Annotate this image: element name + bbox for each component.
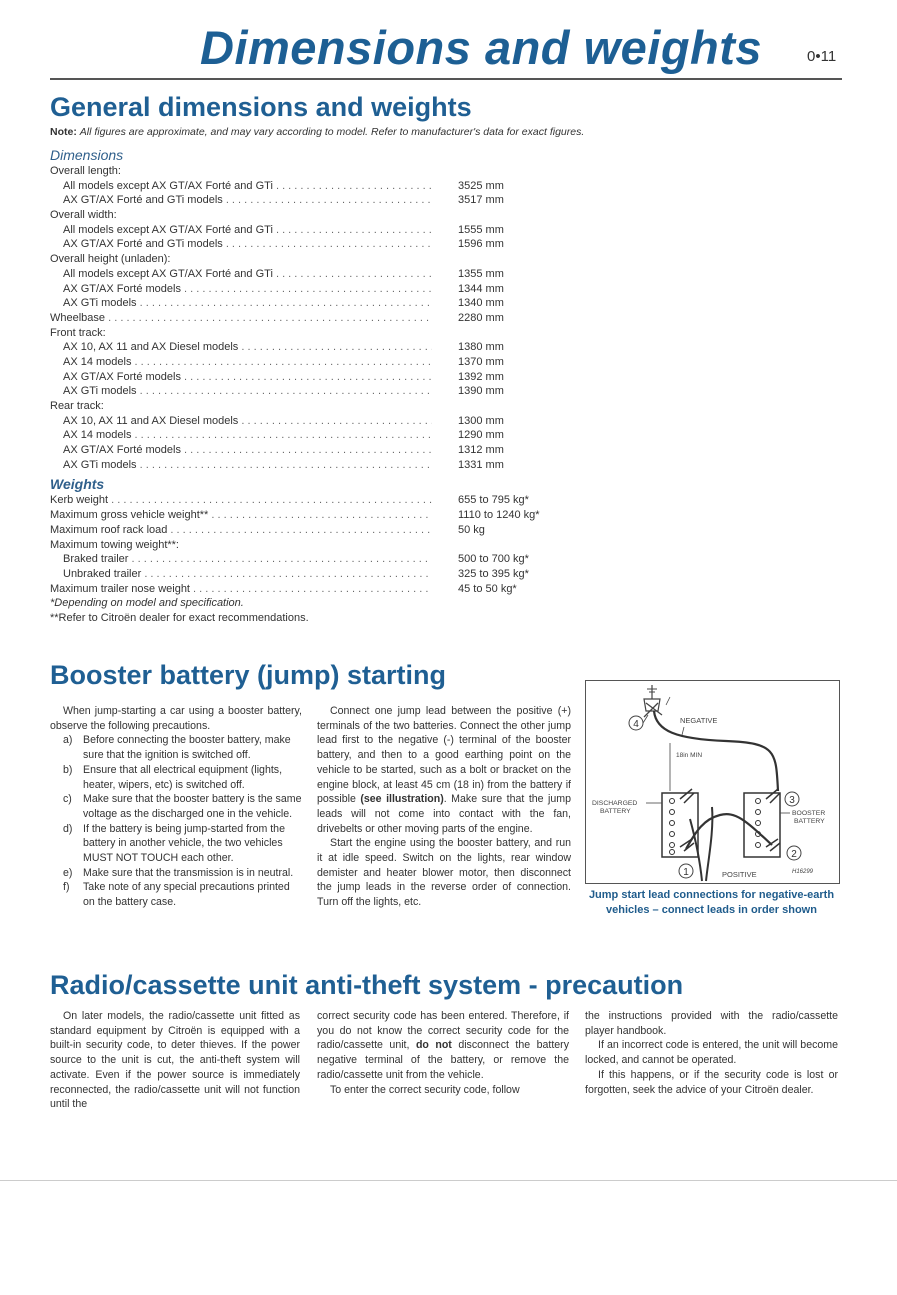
dimension-label: Front track: [50, 326, 106, 339]
negative-label-leader [682, 727, 684, 735]
header-rule [50, 78, 842, 80]
dimension-value: 1380 mm [458, 341, 504, 354]
note-label: Note: [50, 126, 77, 138]
discharged-label-1: DISCHARGED [592, 800, 638, 807]
dimension-label: AX GT/AX Forté models . . . [63, 370, 432, 385]
precautions-list [50, 733, 302, 909]
radio-column-1 [50, 1009, 300, 1112]
radio-column-3 [585, 1009, 838, 1097]
dimension-row [50, 399, 520, 414]
dimension-value: 3517 mm [458, 194, 504, 207]
dimension-value: 1555 mm [458, 223, 504, 236]
booster-label-1: BOOSTER [792, 810, 826, 817]
general-note [50, 126, 584, 138]
dimension-value: 1290 mm [458, 429, 504, 442]
dimension-row [50, 384, 520, 399]
precaution-text: Take note of any special precautions printed on the battery case. [83, 881, 290, 909]
weight-value: 50 kg [458, 523, 485, 536]
weight-value: 1110 to 1240 kg* [458, 509, 540, 522]
dimension-label: AX 10, AX 11 and AX Diesel models . . . [63, 414, 432, 429]
weights-subheading: Weights [50, 476, 105, 493]
dimension-value: 1312 mm [458, 444, 504, 457]
dimension-value: 2280 mm [458, 311, 504, 324]
dimension-label: AX 14 models . . . [63, 355, 432, 370]
dimension-rows [50, 164, 520, 472]
dimension-value: 1331 mm [458, 458, 504, 471]
radio-para-1: On later models, the radio/cassette unit fitted as standard equipment by Citroën is equipped with a built-in security code, to deter thieves. If the power source to the unit is cut, the anti-theft system will activate. Even if the power source is immediately reconnected, the radio/cassette unit will not function until the [50, 1010, 300, 1111]
dimension-row [50, 458, 520, 473]
booster-battery-heading: Booster battery (jump) starting [50, 660, 447, 690]
precaution-text: Make sure that the booster battery is the same voltage as the discharged one in the vehicle. [83, 793, 302, 820]
dimension-label: AX GT/AX Forté models . . . [63, 282, 432, 297]
dimension-row [50, 311, 520, 326]
precaution-item [50, 866, 302, 881]
dimension-label: Wheelbase . . . [50, 311, 432, 326]
dimension-row [50, 355, 520, 370]
specifications-table [50, 146, 540, 626]
radio-para-6: If this happens, or if the security code is lost or forgotten, seek the advice of your Citroën dealer. [585, 1068, 838, 1096]
dimension-label: AX 14 models . . . [63, 428, 432, 443]
dimension-row [50, 428, 520, 443]
booster-intro: When jump-starting a car using a booster battery, observe the following precautions. [50, 705, 302, 732]
precaution-item [50, 763, 302, 792]
dimension-label: Overall width: [50, 209, 117, 222]
dimension-value: 1344 mm [458, 282, 504, 295]
footnote-model: *Depending on model and specification. [50, 597, 244, 610]
jump-start-diagram [585, 680, 840, 884]
weight-label: Maximum trailer nose weight . . . [50, 582, 432, 597]
do-not-warning: do not [415, 1039, 452, 1052]
weight-row [50, 523, 520, 538]
jump-start-illustration [586, 681, 839, 883]
precaution-marker: e) [63, 866, 73, 879]
dimension-row [50, 208, 520, 223]
dimension-row [50, 252, 520, 267]
weight-row [50, 552, 529, 567]
marker-4-label: 4 [633, 719, 639, 730]
dimension-label: All models except AX GT/AX Forté and GTi . . . [63, 179, 432, 194]
radio-para-2b: disconnect the battery negative terminal of the battery, or remove the radio/cassette unit from the vehicle. [317, 1039, 570, 1081]
negative-label: NEGATIVE [680, 716, 718, 725]
booster-column-1 [50, 704, 302, 910]
precaution-item [50, 880, 302, 909]
dimension-value: 1390 mm [458, 385, 504, 398]
connect-text-a: Connect one jump lead between the positive (+) terminals of the two batteries. Connect the other jump lead first to the negative (-) terminal of the booster battery, and then to a good earthing point on the vehicle to be started, such as a bolt or bracket on the engine block, at least 45 cm (18 in) from the battery if possible [317, 705, 571, 806]
precaution-marker: c) [63, 793, 72, 806]
precaution-marker: b) [63, 763, 73, 776]
radio-para-3: To enter the correct security code, follow [330, 1083, 520, 1096]
precaution-text: If the battery is being jump-started from the battery in another vehicle, the two vehicles MUST NOT TOUCH each other. [83, 822, 285, 865]
radio-column-2 [317, 1009, 569, 1097]
footnote-dealer: **Refer to Citroën dealer for exact recommendations. [50, 611, 309, 624]
connect-text-b: . Make sure that the jump leads will not come into contact with the fan, drivebelts or other moving parts of the engine. [317, 793, 571, 835]
weight-row [50, 493, 529, 508]
page-number: 0•11 [807, 48, 837, 65]
dimension-row [50, 443, 520, 458]
precaution-item [50, 822, 302, 866]
radio-para-4: the instructions provided with the radio/cassette player handbook. [585, 1010, 838, 1037]
dimension-label: Overall length: [50, 165, 121, 177]
weight-rows [50, 493, 540, 596]
precaution-text: Ensure that all electrical equipment (lights, heater, wipers, etc) is switched off. [83, 763, 283, 791]
note-text: All figures are approximate, and may vary according to model. Refer to manufacturer's data for exact figures. [79, 126, 585, 138]
dimension-value: 3525 mm [458, 179, 504, 192]
weight-row [50, 538, 520, 553]
precaution-marker: d) [63, 822, 73, 835]
booster-column-2 [317, 704, 571, 910]
dimension-row [50, 326, 520, 341]
dimension-label: Overall height (unladen): [50, 253, 171, 266]
dimension-value: 1355 mm [458, 267, 504, 280]
precaution-item [50, 792, 302, 821]
dimension-row [50, 164, 520, 179]
booster-para-connect [317, 704, 571, 836]
precaution-text: Make sure that the transmission is in neutral. [83, 866, 294, 879]
booster-label-2: BATTERY [794, 818, 825, 825]
weight-value: 325 to 395 kg* [458, 567, 529, 580]
dimension-value: 1300 mm [458, 414, 504, 427]
weight-row [50, 582, 520, 597]
radio-para-2a: correct security code has been entered. Therefore, if you do not know the correct security code for the radio/cassette unit, [317, 1010, 569, 1052]
dimension-label: All models except AX GT/AX Forté and GTi . . . [63, 223, 432, 238]
dimension-row [50, 370, 520, 385]
dimension-label: AX GTi models . . . [63, 296, 432, 311]
dimension-row [50, 296, 520, 311]
dimension-value: 1392 mm [458, 370, 504, 383]
dimension-label: AX 10, AX 11 and AX Diesel models . . . [63, 340, 432, 355]
radio-antitheft-heading: Radio/cassette unit anti-theft system - precaution [50, 970, 684, 1000]
radio-para-5: If an incorrect code is entered, the unit will become locked, and cannot be operated. [585, 1039, 838, 1067]
dimension-row [50, 267, 520, 282]
weight-value: 45 to 50 kg* [458, 582, 517, 595]
weight-row [50, 567, 529, 582]
weight-label: Maximum roof rack load . . . [50, 523, 432, 538]
weight-label: Kerb weight . . . [50, 493, 432, 508]
marker-3-label: 3 [789, 795, 795, 806]
dimension-value: 1340 mm [458, 297, 504, 310]
negative-leader [666, 697, 670, 705]
marker-1-label: 1 [683, 867, 689, 878]
dimension-value: 1370 mm [458, 355, 504, 368]
dimension-value: 1596 mm [458, 238, 504, 251]
precaution-marker: f) [63, 881, 70, 894]
dimension-row [50, 237, 520, 252]
weight-value: 655 to 795 kg* [458, 494, 529, 507]
weight-label: Maximum towing weight**: [50, 538, 179, 551]
weight-value: 500 to 700 kg* [458, 553, 529, 566]
positive-label: POSITIVE [722, 870, 757, 879]
general-dimensions-heading: General dimensions and weights [50, 92, 472, 122]
weight-row [50, 508, 540, 523]
discharged-label-2: BATTERY [600, 808, 631, 815]
diagram-caption: Jump start lead connections for negative-earth vehicles – connect leads in order shown [588, 889, 835, 916]
footer-rule [0, 1180, 897, 1181]
figure-ref-code: H16299 [792, 869, 814, 875]
dimension-label: AX GTi models . . . [63, 458, 432, 473]
positive-lead-tail [706, 807, 712, 881]
radio-para-2 [317, 1009, 569, 1083]
weight-label: Unbraked trailer . . . [63, 567, 432, 582]
dimension-row [50, 340, 520, 355]
precaution-text: Before connecting the booster battery, make sure that the ignition is switched off. [83, 734, 291, 762]
dimension-label: Rear track: [50, 400, 104, 412]
dimension-row [50, 193, 520, 208]
booster-para-start: Start the engine using the booster battery, and run it at idle speed. Switch on the lights, rear window demister and heater blower motor, then disconnect the jump leads in the reverse order of connection. Turn off the lights, etc. [317, 837, 571, 909]
dimension-label: AX GT/AX Forté and GTi models . . . [63, 193, 432, 208]
weight-label: Maximum gross vehicle weight** . . . [50, 508, 432, 523]
dimension-label: AX GTi models . . . [63, 384, 432, 399]
dimension-row [50, 282, 520, 297]
marker-2-label: 2 [791, 849, 797, 860]
precaution-item [50, 733, 302, 762]
dimension-label: All models except AX GT/AX Forté and GTi . . . [63, 267, 432, 282]
weight-label: Braked trailer . . . [63, 552, 432, 567]
dimension-row [50, 179, 520, 194]
page-title: Dimensions and weights [200, 21, 763, 74]
see-illustration-ref: (see illustration) [360, 793, 444, 806]
dimensions-subheading: Dimensions [50, 147, 124, 163]
dimension-row [50, 223, 520, 238]
precaution-marker: a) [63, 734, 73, 747]
dimension-label: AX GT/AX Forté and GTi models . . . [63, 237, 432, 252]
dimension-label: AX GT/AX Forté models . . . [63, 443, 432, 458]
dimension-row [50, 414, 520, 429]
min-distance-label: 18in MIN [676, 752, 703, 759]
